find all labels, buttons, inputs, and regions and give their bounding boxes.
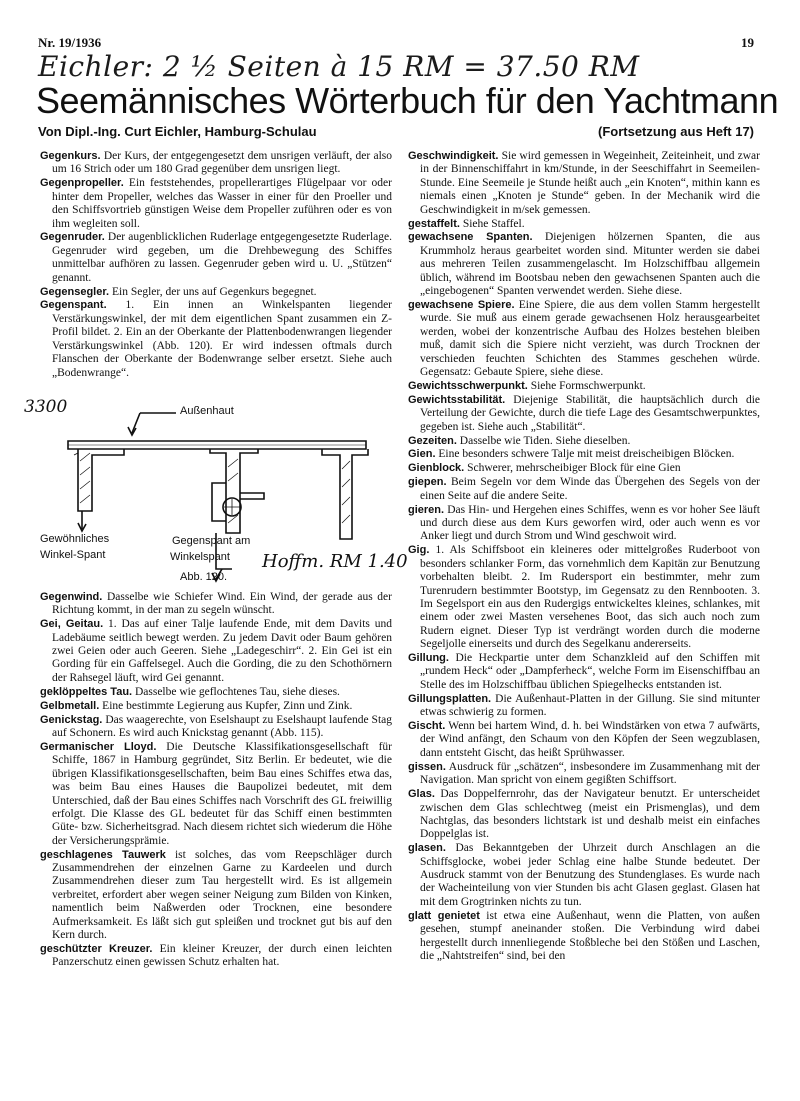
entry-definition: Eine Spiere, die aus dem vollen Stamm hergestellt wurde. Sie muß aus einem gerade gewachsenen Holz herausgearbeitet werden, wobei der konzentrische Aufbau des Holzes bestehen bleiben muß, damit sich die Spiere nicht verzieht, was durch Trocknen der verschieden feuchten Schichten des Stammes geschehen würde. Gegensatz: Gebaute Spiere, siehe diese. xyxy=(420,298,760,378)
entry-term: geklöppeltes Tau. xyxy=(40,685,133,698)
entry-term: Gegenkurs. xyxy=(40,150,101,162)
continuation-note: (Fortsetzung aus Heft 17) xyxy=(597,124,754,139)
entry-definition: Beim Segeln vor dem Winde das Übergehen des Segels von der einen Seite auf die andere Seite. xyxy=(420,476,760,502)
entry-definition: Ausdruck für „schätzen“, insbesondere im Zusammenhang mit der Navigation. Man spricht von einem gegißten Schiffsort. xyxy=(420,760,760,787)
entry-definition: Dasselbe wie Schiefer Wind. Ein Wind, der gerade aus der Richtung kommt, in der man zu segeln wünscht. xyxy=(52,590,392,617)
dictionary-entry xyxy=(40,943,392,970)
label-hull: Außenhaut xyxy=(180,404,234,417)
entry-term: Gegenpropeller. xyxy=(40,177,124,190)
entry-term: gewachsene Spanten. xyxy=(408,231,533,244)
entry-definition: Schwerer, mehrscheibiger Block für eine Gien xyxy=(464,462,681,475)
dictionary-entry xyxy=(40,299,392,379)
entry-term: gissen. xyxy=(408,760,446,773)
entry-term: Gei, Geitau. xyxy=(40,618,104,631)
entry-term: Gelbmetall. xyxy=(40,699,100,712)
label-common-frame-2: Winkel-Spant xyxy=(40,548,106,561)
author-line: Von Dipl.-Ing. Curt Eichler, Hamburg-Schulau xyxy=(38,124,317,139)
label-common-frame-1: Gewöhnliches xyxy=(40,532,110,545)
dictionary-entry xyxy=(408,842,760,909)
dictionary-entry xyxy=(40,686,392,699)
dictionary-entry xyxy=(408,652,760,692)
dictionary-entry xyxy=(408,448,760,461)
entry-term: Gewichtsschwerpunkt. xyxy=(408,379,528,392)
entry-definition: Diejenige Stabilität, die hauptsächlich durch die Verteilung der Gewichte, durch die tiefe Lage des Gesamtschwerpunktes, gegeben ist. Siehe auch „Stabilität“. xyxy=(420,393,760,433)
dictionary-entry xyxy=(40,286,392,299)
entry-term: Gig. xyxy=(408,544,430,557)
entry-definition: Eine besonders schwere Talje mit meist dreischeibigen Blöcken. xyxy=(435,448,735,461)
entry-term: Genickstag. xyxy=(40,713,103,726)
left-column xyxy=(24,150,408,970)
dictionary-entry xyxy=(408,380,760,393)
entry-term: glatt genietet xyxy=(408,909,480,922)
entry-definition: Der augenblicklichen Ruderlage entgegengesetzte Ruderlage. Gegenruder wird gegeben, um die Drehbewegung des Schiffes unmittelbar aufhören zu lassen. Gegenruder geben wird u. U. „Stützen“ genannt. xyxy=(52,231,392,284)
dictionary-entry xyxy=(408,720,760,760)
dictionary-entry xyxy=(408,394,760,434)
dictionary-entry xyxy=(40,591,392,618)
dictionary-entry xyxy=(40,714,392,741)
dictionary-entry xyxy=(40,177,392,231)
dictionary-entry xyxy=(40,700,392,713)
figure-handwritten-number: 3300 xyxy=(24,396,68,417)
dictionary-entry xyxy=(408,476,760,503)
entry-term: Germanischer Lloyd. xyxy=(40,740,157,753)
entry-term: Gegenruder. xyxy=(40,231,105,244)
handwritten-note: Eichler: 2 ½ Seiten à 15 RM = 37.50 RM xyxy=(38,50,640,83)
entry-definition: Dasselbe wie Tiden. Siehe dieselben. xyxy=(456,434,631,447)
dictionary-entry xyxy=(408,299,760,379)
entry-definition: 1. Als Schiffsboot ein kleineres oder mittelgroßes Ruderboot von besonders schlanker Form, das vornehmlich dem Kapitän zur Benutzung vorbehalten bleibt. 2. Im Rudersport ein bestimmter, mehr zum Turenrudern bestimmter Bootstyp, im Gegensatz zu den Rennbooten. 3. Im Segelsport ein aus den Rudergigs entwickeltes kleines, schlankes, mit einem oder zwei Masten versehenes Boot, das sich auch noch zum Rudern eignet. Dieser Typ ist verdrängt worden durch die moderne Segeljolle einerseits und durch des Segelkanu andererseits. xyxy=(420,544,760,651)
dictionary-entry xyxy=(40,231,392,285)
entry-term: geschützter Kreuzer. xyxy=(40,942,153,955)
entry-definition: Sie wird gemessen in Wegeinheit, Zeiteinheit, und zwar in der Binnenschiffahrt in km/Stunde, in der Seeschiffahrt in Seemeilen-Stunde. Eine Seemeile je Stunde heißt auch „ein Knoten“, mithin kann es niemals einen „Knoten je Stunde“ geben. In der Mechanik wird die Geschwindigkeit in m/sek gemessen. xyxy=(420,150,760,216)
dictionary-entry xyxy=(408,504,760,544)
entry-definition: Die Deutsche Klassifikationsgesellschaft für Schiffe, 1867 in Hamburg gegründet, Sitz Berlin. Er bedeutet, wie die übrigen Klassifikationsgesellschaften, beim Bau eines Schiffes etwa das, was beim Bau eines Hauses die Baupolizei bedeutet, mit dem Unterschied, daß der Bau eines Schiffes nach Vorschrift des GL freiwillig erfolgt. Die Klasse des GL bedeutet für das Schiff einen bestimmten Güte- bzw. Sicherheitsgrad. Nach diesem richtet sich wiederum die Höhe der Versicherungsprämie. xyxy=(52,740,392,847)
dictionary-entry xyxy=(408,761,760,788)
entry-definition: Das Doppelfernrohr, das der Navigateur benutzt. Er unterscheidet zwischen dem Glas schlechtweg (meist ein Prismenglas), und dem Nachtglas, das besonders lichtstark ist und deshalb meist ein einfaches Doppelglas ist. xyxy=(420,788,760,841)
entry-term: Gillungsplatten. xyxy=(408,692,492,705)
label-counter-frame-2: Winkelspant xyxy=(170,550,230,563)
entry-definition: Siehe Formschwerpunkt. xyxy=(527,379,646,392)
figure-handwritten-note: Hoffm. RM 1.40 xyxy=(262,550,408,572)
entry-definition: ist etwa eine Außenhaut, wenn die Platten, von außen gesehen, stumpf aneinander stoßen. Die Verbindung wird dabei hergestellt durch innenliegende Stoßbleche bei den Stößen und Laschen, die „Nahtstreifen“ sind, bei den xyxy=(420,909,760,962)
dictionary-entry xyxy=(40,741,392,848)
entry-definition: 1. Ein innen an Winkelspanten liegender Verstärkungswinkel, der mit dem eigentlichen Spant zusammen ein Z-Profil bildet. 2. Ein an der Oberkante der Plattenbodenwrangen liegender Verstärkungswinkel (Abb. 120). Er wird indessen oftmals durch Flanschen der Oberkante der Bodenwrange selber ersetzt. Siehe auch „Bodenwrange“. xyxy=(52,299,392,379)
entry-term: Gienblock. xyxy=(408,462,465,475)
entry-term: geschlagenes Tauwerk xyxy=(40,848,166,861)
dictionary-entry xyxy=(408,910,760,964)
dictionary-entry xyxy=(408,693,760,720)
entry-definition: Ein kleiner Kreuzer, der durch einen leichten Panzerschutz einen gewissen Schutz erhalten hat. xyxy=(52,942,393,969)
entry-definition: Ein feststehendes, propellerartiges Flügelpaar vor oder hinter dem Propeller, welches das Wasser in einer für den Proeller und den Schiffsvortrieb günstigen Weise dem Propeller zuführen oder es von ihm wegleiten soll. xyxy=(52,177,392,230)
right-entries xyxy=(408,150,760,963)
dictionary-entry xyxy=(408,231,760,298)
dictionary-entry xyxy=(40,849,392,943)
entry-definition: Dasselbe wie geflochtenes Tau, siehe dieses. xyxy=(132,685,340,698)
entry-term: Gillung. xyxy=(408,652,449,665)
entry-term: gewachsene Spiere. xyxy=(408,298,515,311)
dictionary-entry xyxy=(408,435,760,448)
entry-term: Geschwindigkeit. xyxy=(408,150,499,162)
entry-term: Glas. xyxy=(408,788,435,801)
page-title: Seemännisches Wörterbuch für den Yachtmann xyxy=(36,80,779,121)
entry-term: Gezeiten. xyxy=(408,434,457,447)
entry-term: Gien. xyxy=(408,448,436,461)
entry-definition: Das Bekanntgeben der Uhrzeit durch Anschlagen an die Schiffsglocke, wobei jeder Schlag eine halbe Stunde bedeutet. Der Ausdruck stammt von der Benutzung des Stundenglases. Es wurde nach der Wacheinteilung von vier Stunden bis acht Glasen geglast. Glasen hat mit dem Grogtrinken nichts zu tun. xyxy=(420,842,760,908)
label-counter-frame-1: Gegenspant am xyxy=(172,534,251,547)
entry-definition: 1. Das auf einer Talje laufende Ende, mit dem Davits und Ladebäume seitlich bewegt werden. Zu jedem Davit oder Baum gehören zwei Geien oder auch Geeren. Siehe „Ladegeschirr“. 2. Ein Gei ist ein Gording für ein Gaffelsegel. Auch die Gording, die zu den Schothörnern der Rahsegel läuft, wird Gei genannt. xyxy=(52,618,392,684)
dictionary-entry xyxy=(408,218,760,231)
entry-definition: Das waagerechte, von Eselshaupt zu Eselshaupt laufende Stag auf Schonern. Es wird auch Knickstag genannt (Abb. 115). xyxy=(52,713,392,739)
entry-term: Gewichtsstabilität. xyxy=(408,393,506,406)
entry-term: Gegensegler. xyxy=(40,285,110,298)
dictionary-entry xyxy=(40,618,392,685)
dictionary-entry xyxy=(408,788,760,842)
entry-definition: Die Außenhaut-Platten in der Gillung. Sie sind mitunter etwas schwierig zu formen. xyxy=(420,692,760,719)
entry-term: glasen. xyxy=(408,842,446,855)
entry-definition: Eine bestimmte Legierung aus Kupfer, Zinn und Zink. xyxy=(99,699,353,712)
entry-term: gestaffelt. xyxy=(408,217,460,230)
entry-definition: Siehe Staffel. xyxy=(459,217,525,230)
right-column xyxy=(408,150,760,964)
dictionary-entry xyxy=(408,462,760,475)
entry-term: Gischt. xyxy=(408,720,446,733)
entry-definition: Wenn bei hartem Wind, d. h. bei Windstärken von etwa 7 aufwärts, der Wind anfängt, den Schaum von den Köpfen der Seen wegzublasen, dann entsteht Gischt, das heißt Sprühwasser. xyxy=(420,720,760,759)
entries-after-figure xyxy=(40,591,392,970)
entry-term: gieren. xyxy=(408,503,445,516)
dictionary-entry xyxy=(40,150,392,177)
entry-definition: Diejenigen hölzernen Spanten, die aus Krummholz heraus gearbeitet worden sind. Mitunter werden sie dabei aus mehreren Teilen zusammengelascht. Im Holzschiffbau allgemein üblich, während im Bootsbau neben den gewachsenen Spanten auch die „eingebogenen“ Spanten verwendet werden. Siehe diese. xyxy=(420,231,760,298)
entry-definition: Der Kurs, der entgegengesetzt dem unsrigen verläuft, der also um 16 Strich oder um 180 Grad gegenüber dem unsrigen liegt. xyxy=(52,150,392,176)
entry-definition: Ein Segler, der uns auf Gegenkurs begegnet. xyxy=(109,285,317,298)
dictionary-entry xyxy=(408,150,760,217)
issue-number: Nr. 19/1936 xyxy=(38,35,102,50)
entry-definition: ist solches, das vom Reepschläger durch Zusammendrehen der einzelnen Garne zu Kardeelen und durch Zusammendrehen dieser zum Tau hergestellt wird. Es ist allgemein verbreitet, erfordert aber wegen seiner Neigung zum Bilden von Kinken, namentlich beim Naßwerden oder Trocknen, eine besondere Aufmerksamkeit. Es läßt sich gut spleißen und trocknet gut bis auf den Kern durch. xyxy=(52,848,392,942)
dictionary-entry xyxy=(408,544,760,651)
entry-definition: Die Heckpartie unter dem Schanzkleid auf den Schiffen mit „rundem Heck“ oder „Dampferheck“, welche Form im Eisenschiffbau an Stelle des im Holzschiffbau üblichen Spiegelhecks entstanden ist. xyxy=(420,652,760,691)
entry-term: Gegenspant. xyxy=(40,299,107,312)
entry-definition: Das Hin- und Hergehen eines Schiffes, wenn es vor hoher See läuft und durch diese aus dem Kurs geworfen wird, oder auch wenn es vor Anker liegt und durch Strom und Wind geschwoit wird. xyxy=(420,503,760,543)
page-number: 19 xyxy=(741,35,754,50)
entries-before-figure xyxy=(40,150,392,380)
entry-term: Gegenwind. xyxy=(40,590,103,603)
figure-caption: Abb. 120. xyxy=(180,570,228,583)
figure-abb-120 xyxy=(24,383,408,587)
entry-term: giepen. xyxy=(408,476,447,489)
